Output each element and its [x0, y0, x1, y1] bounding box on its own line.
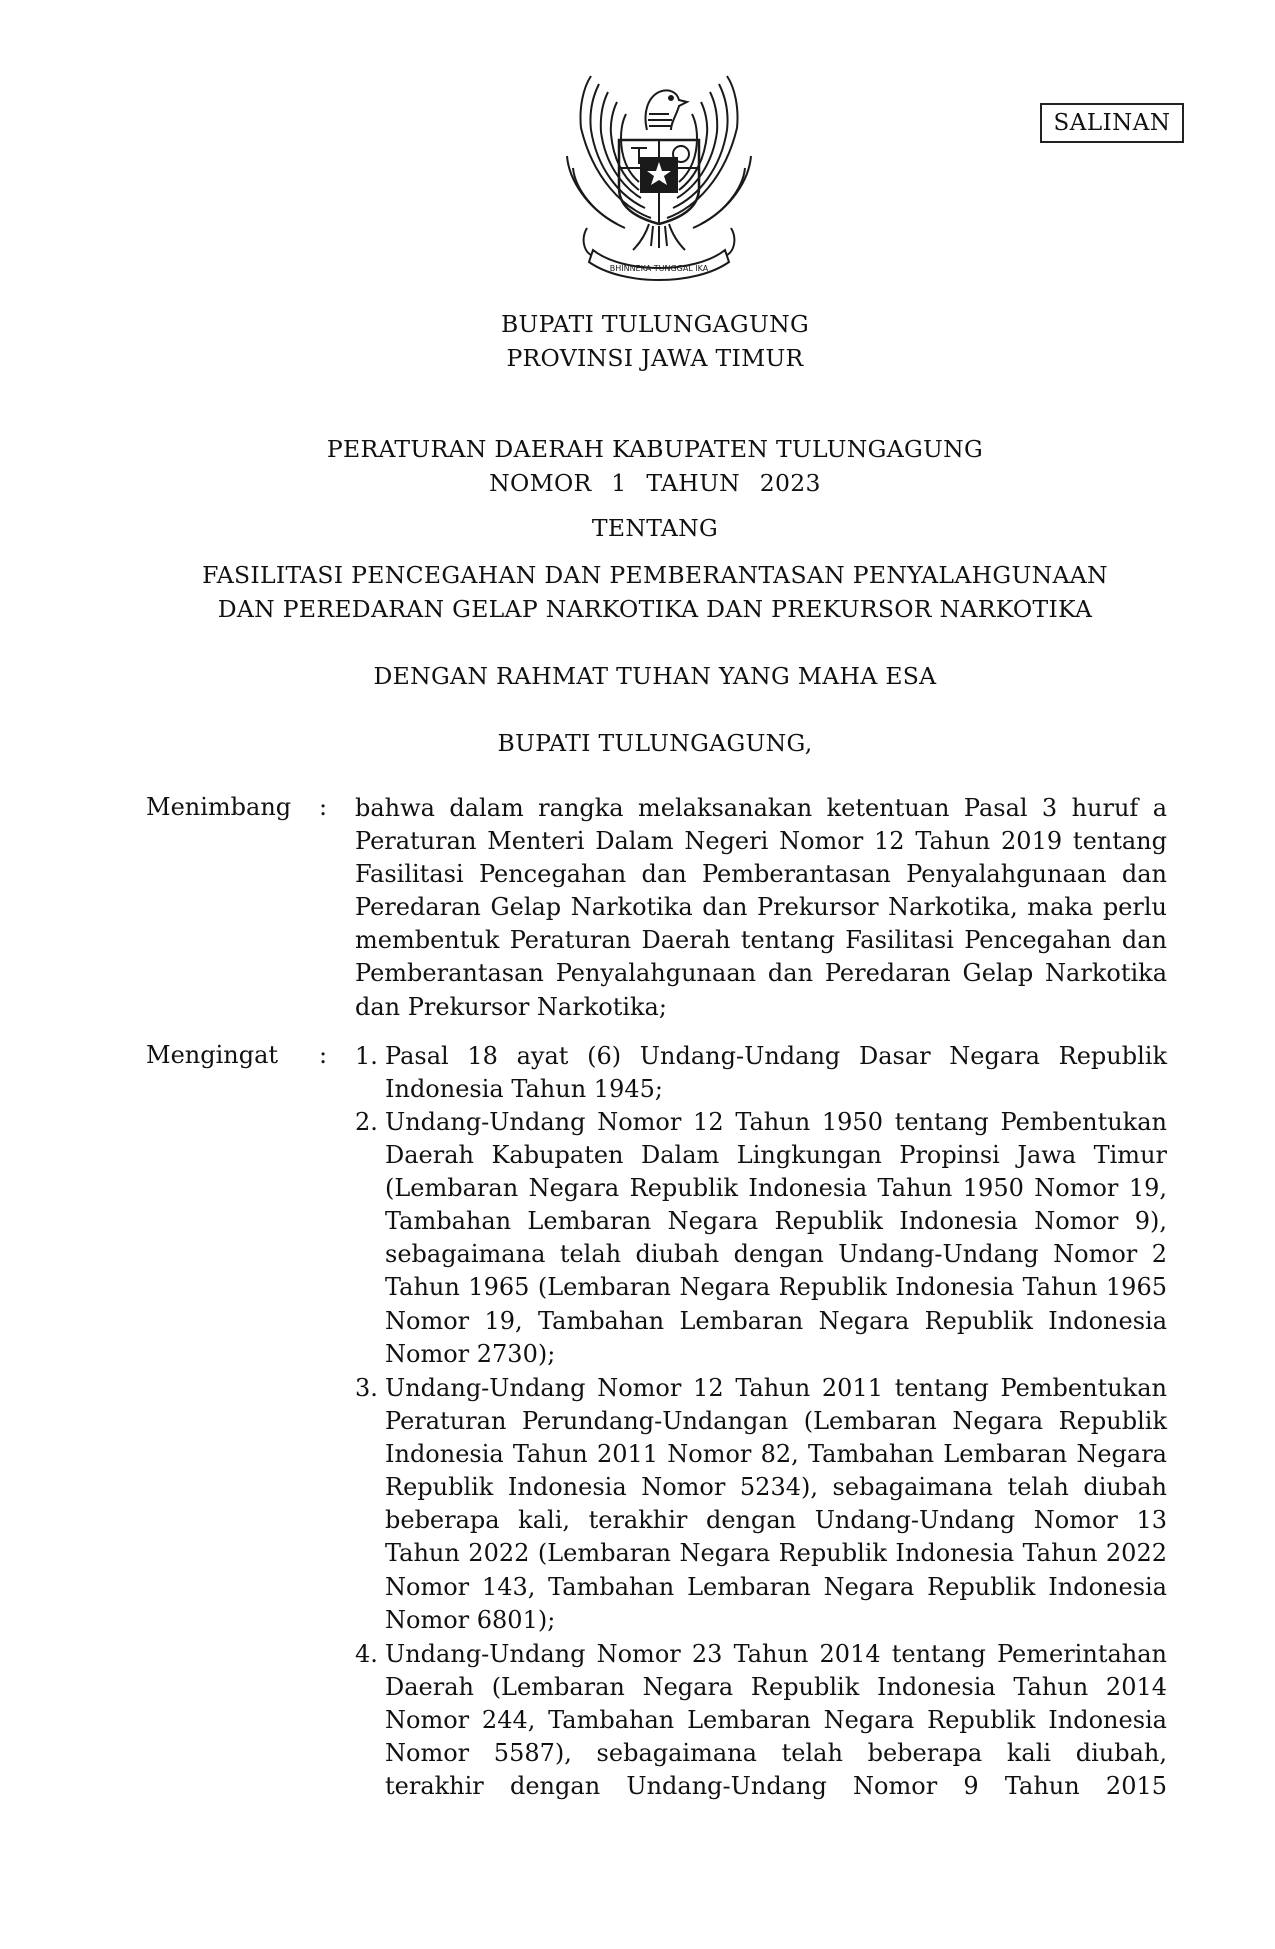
mengingat-item-1: [355, 1040, 1167, 1106]
emblem-ribbon-text: BHINNEKA TUNGGAL IKA: [609, 264, 709, 273]
regulation-title: PERATURAN DAERAH KABUPATEN TULUNGAGUNG: [326, 435, 984, 463]
list-item-number: 3.: [355, 1374, 378, 1402]
list-item-text: Undang-Undang Nomor 12 Tahun 1950 tentang Pembentukan Daerah Kabupaten Dalam Lingkungan Propinsi Jawa Timur (Lembaran Negara Republik Indonesia Tahun 1950 Nomor 19, Tambahan Lembaran Negara Republik Indonesia Nomor 9), sebagaimana telah diubah dengan Undang-Undang Nomor 2 Tahun 1965 (Lembaran Negara Republik Indonesia Tahun 1965 Nomor 19, Tambahan Lembaran Negara Republik Indonesia Nomor 2730);: [385, 1108, 1167, 1368]
list-item-text: Pasal 18 ayat (6) Undang-Undang Dasar Negara Republik Indonesia Tahun 1945;: [385, 1042, 1167, 1104]
menimbang-colon: :: [319, 793, 328, 821]
regulation-number: NOMOR 1 TAHUN 2023: [489, 469, 821, 497]
list-item-number: 4.: [355, 1640, 378, 1668]
mengingat-item-2: [355, 1106, 1167, 1371]
blessing-line: DENGAN RAHMAT TUHAN YANG MAHA ESA: [373, 662, 937, 690]
authority-line-2: PROVINSI JAWA TIMUR: [506, 344, 804, 372]
list-item-text: Undang-Undang Nomor 23 Tahun 2014 tentang Pemerintahan Daerah (Lembaran Negara Republik Indonesia Tahun 2014 Nomor 244, Tambahan Lembaran Negara Republik Indonesia Nomor 5587), sebagaimana telah beberapa kali diubah, terakhir dengan Undang-Undang Nomor 9 Tahun 2015: [385, 1640, 1167, 1801]
list-item-text: Undang-Undang Nomor 12 Tahun 2011 tentang Pembentukan Peraturan Perundang-Undangan (Lembaran Negara Republik Indonesia Tahun 2011 Nomor 82, Tambahan Lembaran Negara Republik Indonesia Nomor 5234), sebagaimana telah diubah beberapa kali, terakhir dengan Undang-Undang Nomor 13 Tahun 2022 (Lembaran Negara Republik Indonesia Tahun 2022 Nomor 143, Tambahan Lembaran Negara Republik Indonesia Nomor 6801);: [385, 1374, 1167, 1634]
about-heading: TENTANG: [591, 514, 719, 542]
authority-line-1: BUPATI TULUNGAGUNG: [500, 310, 810, 338]
mengingat-item-4: [355, 1638, 1167, 1803]
mengingat-label: Mengingat: [146, 1041, 279, 1069]
menimbang-label: Menimbang: [146, 793, 292, 821]
list-item-number: 1.: [355, 1042, 378, 1070]
salinan-stamp: SALINAN: [1040, 103, 1184, 143]
menimbang-text: bahwa dalam rangka melaksanakan ketentuan Pasal 3 huruf a Peraturan Menteri Dalam Negeri Nomor 12 Tahun 2019 tentang Fasilitasi Pencegahan dan Pemberantasan Penyalahgunaan dan Peredaran Gelap Narkotika dan Prekursor Narkotika, maka perlu membentuk Peraturan Daerah tentang Fasilitasi Pencegahan dan Pemberantasan Penyalahgunaan dan Peredaran Gelap Narkotika dan Prekursor Narkotika;: [355, 794, 1167, 1021]
signatory-heading: BUPATI TULUNGAGUNG,: [497, 729, 813, 757]
subject-line-2: DAN PEREDARAN GELAP NARKOTIKA DAN PREKURSOR NARKOTIKA: [217, 595, 1093, 623]
subject-line-1: FASILITASI PENCEGAHAN DAN PEMBERANTASAN PENYALAHGUNAAN: [202, 561, 1108, 589]
garuda-pancasila-emblem: [553, 68, 765, 284]
mengingat-item-3: [355, 1372, 1167, 1637]
list-item-number: 2.: [355, 1108, 378, 1136]
mengingat-colon: :: [319, 1041, 328, 1069]
